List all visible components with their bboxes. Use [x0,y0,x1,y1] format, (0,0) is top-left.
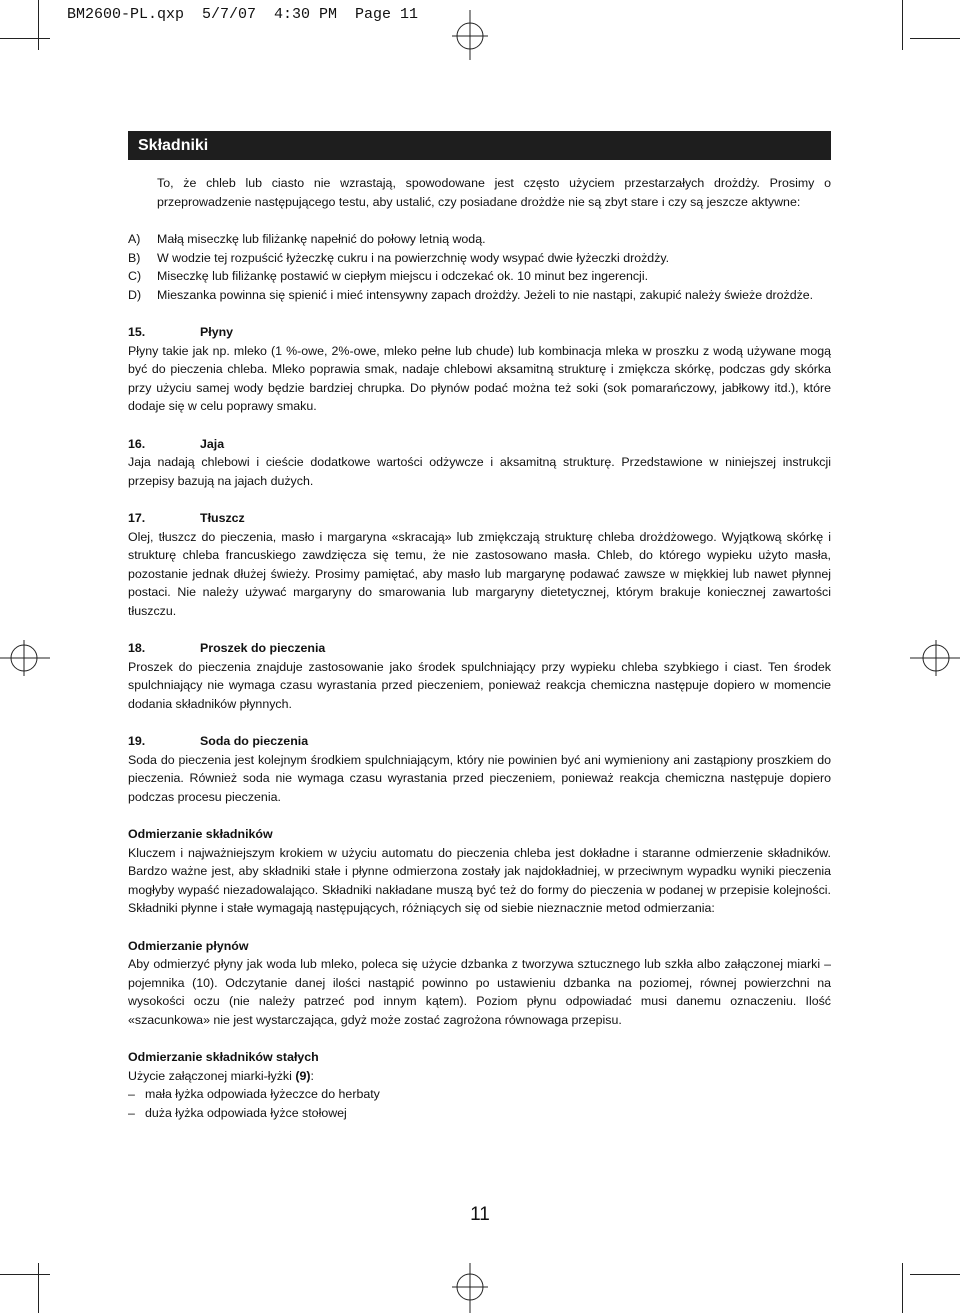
list-item-text: Miseczkę lub filiżankę postawić w ciepłym miejscu i odczekać ok. 10 minut bez ingerencji. [157,269,649,283]
registration-mark-icon [910,638,960,678]
page-content [128,174,831,1122]
crop-mark [38,1263,39,1313]
list-item-text: Małą miseczkę lub filiżankę napełnić do połowy letnią wodą. [157,232,486,246]
crop-mark [902,1263,903,1313]
list-item [128,1104,831,1123]
measuring-title: Odmierzanie składników [128,827,273,841]
section-title-text: Proszek do pieczenia [200,641,326,655]
list-item [128,249,831,268]
registration-mark-icon [450,10,490,60]
list-item [128,286,831,305]
section-title [128,509,831,528]
list-item-label: C) [128,269,142,283]
section-body: Proszek do pieczenia znajduje zastosowanie jako środek spulchniający przy wypieku chleba szybkiego i ciast. Ten środek spulchniający nie wymaga czasu wyrastania przed pieczeniem, ponieważ reakcja chemiczna następuje dopiero w momencie dodania składników płynnych. [128,659,831,711]
page-number: 11 [470,1204,490,1225]
section-number: 17. [128,511,146,525]
solids-title: Odmierzanie składników stałych [128,1050,319,1064]
section-title-text: Soda do pieczenia [200,734,309,748]
dash-bullet: – [128,1105,135,1120]
crop-mark [902,0,903,50]
section-number: 18. [128,641,146,655]
crop-mark [910,38,960,39]
solids-intro-end: : [310,1068,314,1083]
list-item-label: D) [128,287,142,302]
list-item-text: W wodzie tej rozpuścić łyżeczkę cukru i na powierzchnię wody wsypać dwie łyżeczki drożdży. [157,250,670,265]
section-title-text: Jaja [200,436,225,451]
crop-mark [910,1274,960,1275]
section-number: 19. [128,734,146,748]
list-item-text: duża łyżka odpowiada łyżce stołowej [145,1105,347,1120]
list-item [128,230,831,249]
list-item-label: B) [128,250,141,265]
list-item-label: A) [128,232,141,246]
section-body: Olej, tłuszcz do pieczenia, masło i margaryna «skracają» lub zmiękczają strukturę chleba drożdżowego. Wyjątkową skórkę i strukturę chleba francuskiego zawdzięcza się temu, że nie zastosowano masła. Chleb, do którego wypieku użyto masła, pozostanie jednak dłużej świeży. Prosimy pamiętać, aby masło lub margarynę podawać zawsze w miękkiej lub nawet płynnej postaci. Nie należy używać margaryny do smarowania lub margaryny dietetycznej, którym brakuje koniecznej zawartości tłuszczu. [128,529,831,618]
section-title [128,323,831,342]
section-number: 16. [128,436,146,451]
section-title [128,639,831,658]
crop-mark [0,1274,50,1275]
list-item [128,267,831,286]
crop-mark [38,0,39,50]
solids-intro [128,1067,831,1086]
measuring-body: Kluczem i najważniejszym krokiem w użyciu automatu do pieczenia chleba jest dokładne i staranne odmierzenie składników. Bardzo ważne jest, aby składniki stałe i płynne odmierzona zostały jak najdokładniej, w przeciwnym wypadku wyniki pieczenia mogłyby wypaść niezadowalająco. Składniki nakładane muszą być też do formy do pieczenia w podanej w przepisie kolejności. Składniki płynne i stałe wymagają następujących, różniących się od siebie nieznacznie metod odmierzania: [128,845,831,915]
section-title-text: Tłuszcz [200,511,245,525]
list-item-text: Mieszanka powinna się spienić i mieć intensywny zapach drożdży. Jeżeli to nie nastąpi, zakupić należy świeże drożdże. [157,287,814,302]
section-body: Soda do pieczenia jest kolejnym środkiem spulchniającym, który nie powinien być ani wymieniony ani zastąpiony proszkiem do pieczenia. Również soda nie wymaga czasu wyrastania przed pieczeniem, ponieważ reakcja chemiczna następuje dopiero podczas procesu pieczenia. [128,752,831,804]
solids-intro-text: Użycie załączonej miarki-łyżki [128,1068,296,1083]
section-header: Składniki [128,131,831,160]
section-title-text: Płyny [200,325,234,339]
registration-mark-icon [0,638,50,678]
liquids-title: Odmierzanie płynów [128,938,249,953]
dash-bullet: – [128,1087,135,1101]
section-body: Jaja nadają chlebowi i cieście dodatkowe wartości odżywcze i aksamitną strukturę. Przedstawione w niniejszej instrukcji przepisy bazują na jajach dużych. [128,455,831,488]
crop-mark [0,38,50,39]
section-number: 15. [128,325,146,339]
list-item-text: mała łyżka odpowiada łyżeczce do herbaty [145,1087,380,1101]
section-title [128,435,831,454]
printer-slug: BM2600-PL.qxp 5/7/07 4:30 PM Page 11 [67,6,419,23]
solids-intro-ref: (9) [295,1068,311,1083]
section-body: Płyny takie jak np. mleko (1 %-owe, 2%-owe, mleko pełne lub chude) lub kombinacja mleka w proszku z wodą używane mogą być do pieczenia chleba. Mleko poprawia smak, nadaje chlebowi aksamitną strukturę i zmiękcza skórkę, podczas gdy skórka przy użyciu samej wody będzie bardziej chrupka. Do płynów podać można też soki (sok pomarańczowy, jabłkowy itd.), które dodaje się w celu poprawy smaku. [128,343,831,413]
intro-paragraph: To, że chleb lub ciasto nie wzrastają, spowodowane jest często użyciem przestarzałych drożdży. Prosimy o przeprowadzenie następującego testu, aby ustalić, czy posiadane drożdże nie są zbyt stare i czy są jeszcze aktywne: [157,176,831,209]
section-title [128,732,831,751]
liquids-body: Aby odmierzyć płyny jak woda lub mleko, poleca się użycie dzbanka z tworzywa sztucznego lub szkła albo załączonej miarki – pojemnika (10). Odczytanie danej ilości nastąpić powinno po ustawieniu dzbanka na poziomej, równej powierzchni na wysokości oczu (nie należy patrzeć pod innym kątem). Poziom płynu odpowiadać musi danemu oznaczeniu. Ilość «szacunkowa» nie jest wystarczająca, gdyż może zostać zagrożona równowaga przepisu. [128,957,831,1027]
list-item [128,1085,831,1104]
registration-mark-icon [450,1263,490,1313]
